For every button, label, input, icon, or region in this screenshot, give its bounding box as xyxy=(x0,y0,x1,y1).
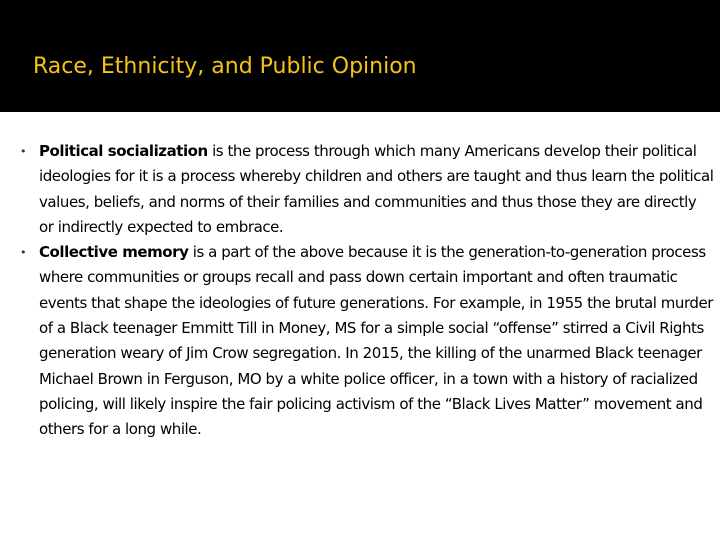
bullet-item-political-socialization xyxy=(0,139,720,240)
bullet-item-collective-memory xyxy=(0,240,720,442)
slide-title: Race, Ethnicity, and Public Opinion xyxy=(33,54,417,79)
bullet-term: Political socialization xyxy=(39,142,208,160)
bullet-icon: • xyxy=(20,145,27,158)
bullet-icon: • xyxy=(20,246,27,260)
bullet-list xyxy=(0,139,720,443)
bullet-text: is a part of the above because it is the generation-to-generation process where communities or groups recall and pass down certain important and often traumatic events that shape the ideologies of future generations. For example, in 1955 the brutal murder of a Black teenager Emmitt Till in Money, MS for a simple social “offense” stirred a Civil Rights generation weary of Jim Crow segregation. In 2015, the killing of the unarmed Black teenager Michael Brown in Ferguson, MO by a white police officer, in a town with a history of racialized policing, will likely inspire the fair policing activism of the “Black Lives Matter” movement and others for a long while. xyxy=(39,243,713,439)
bullet-text: is the process through which many Americans develop their political ideologies for it is a process whereby children and others are taught and thus learn the political values, beliefs, and norms of their families and communities and thus those they are directly or indirectly expected to embrace. xyxy=(39,142,714,236)
bullet-term: Collective memory xyxy=(39,243,189,262)
title-band xyxy=(0,0,720,112)
